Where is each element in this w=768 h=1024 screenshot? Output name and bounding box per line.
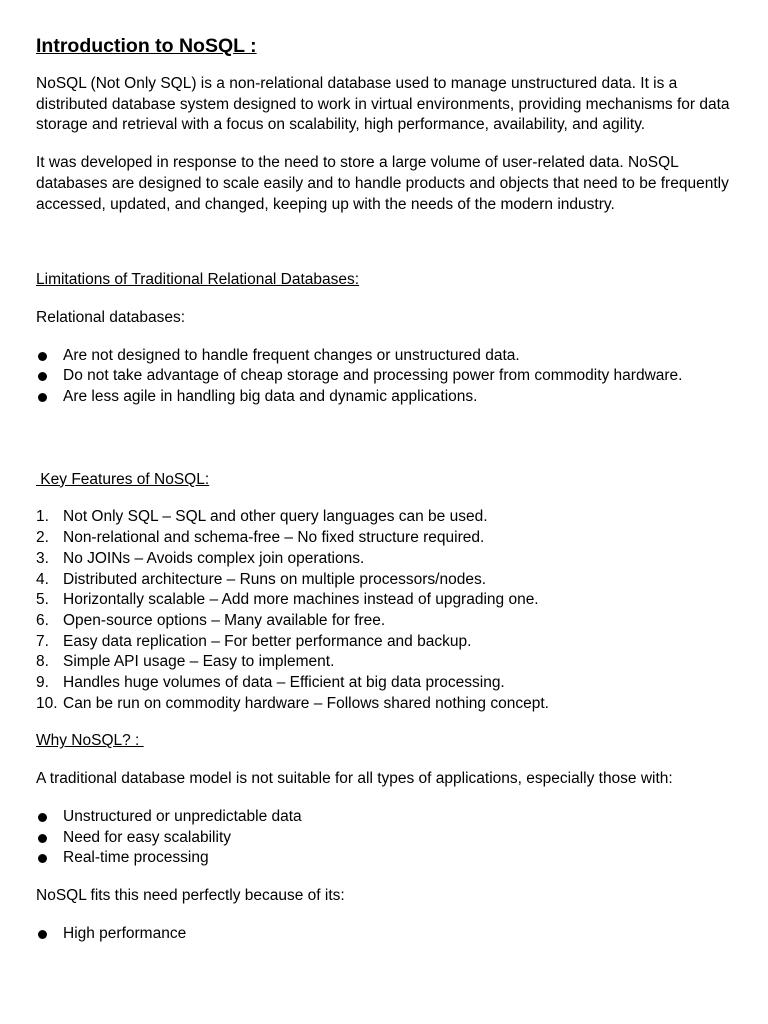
- bullet-icon: [38, 834, 47, 843]
- bullet-icon: [38, 813, 47, 822]
- intro-paragraph-1: NoSQL (Not Only SQL) is a non-relational database used to manage unstructured data. It is a distributed database system designed to work in virtual environments, providing mechanisms for data storage and retrieval with a focus on scalability, high performance, availability, and agility.: [36, 75, 730, 134]
- list-item: Are less agile in handling big data and dynamic applications.: [36, 387, 736, 408]
- bullet-icon: [38, 393, 47, 402]
- document-page: [36, 33, 736, 961]
- limitations-lead: Relational databases:: [36, 308, 186, 326]
- list-item: 2. Non-relational and schema-free – No fixed structure required.: [36, 529, 485, 547]
- bullet-icon: [38, 854, 47, 863]
- why-heading: Why NoSQL? :: [36, 732, 144, 750]
- why-lead: A traditional database model is not suitable for all types of applications, especially those with:: [36, 770, 673, 788]
- page-title: Introduction to NoSQL :: [36, 35, 257, 57]
- list-item: 5. Horizontally scalable – Add more machines instead of upgrading one.: [36, 591, 539, 609]
- list-item: 3. No JOINs – Avoids complex join operations.: [36, 549, 365, 567]
- limitations-list: [36, 346, 736, 408]
- list-item: 4. Distributed architecture – Runs on multiple processors/nodes.: [36, 570, 487, 588]
- bullet-icon: [38, 372, 47, 381]
- list-item: 10. Can be run on commodity hardware – Follows shared nothing concept.: [36, 694, 549, 712]
- intro-paragraph-2: It was developed in response to the need to store a large volume of user-related data. NoSQL databases are designed to scale easily and to handle products and objects that need to be frequently accessed, updated, and changed, keeping up with the needs of the modern industry.: [36, 154, 729, 213]
- list-item: 8. Simple API usage – Easy to implement.: [36, 653, 335, 671]
- list-item: High performance: [36, 924, 736, 945]
- list-item: Do not take advantage of cheap storage and processing power from commodity hardware.: [36, 366, 736, 387]
- benefits-list: [36, 924, 736, 945]
- why-list: [36, 807, 736, 869]
- bullet-icon: [38, 352, 47, 361]
- list-item: Real-time processing: [36, 848, 736, 869]
- bullet-icon: [38, 930, 47, 939]
- list-item: 9. Handles huge volumes of data – Efficient at big data processing.: [36, 674, 505, 692]
- list-item: 1. Not Only SQL – SQL and other query languages can be used.: [36, 508, 488, 526]
- list-item: 6. Open-source options – Many available for free.: [36, 611, 386, 629]
- list-item: Need for easy scalability: [36, 828, 736, 849]
- features-heading: Key Features of NoSQL:: [36, 470, 210, 488]
- list-item: Unstructured or unpredictable data: [36, 807, 736, 828]
- list-item: 7. Easy data replication – For better performance and backup.: [36, 632, 472, 650]
- why-lead-2: NoSQL fits this need perfectly because of its:: [36, 886, 345, 904]
- features-list: [36, 507, 736, 714]
- list-item: Are not designed to handle frequent changes or unstructured data.: [36, 346, 736, 367]
- limitations-heading: Limitations of Traditional Relational Databases:: [36, 271, 360, 289]
